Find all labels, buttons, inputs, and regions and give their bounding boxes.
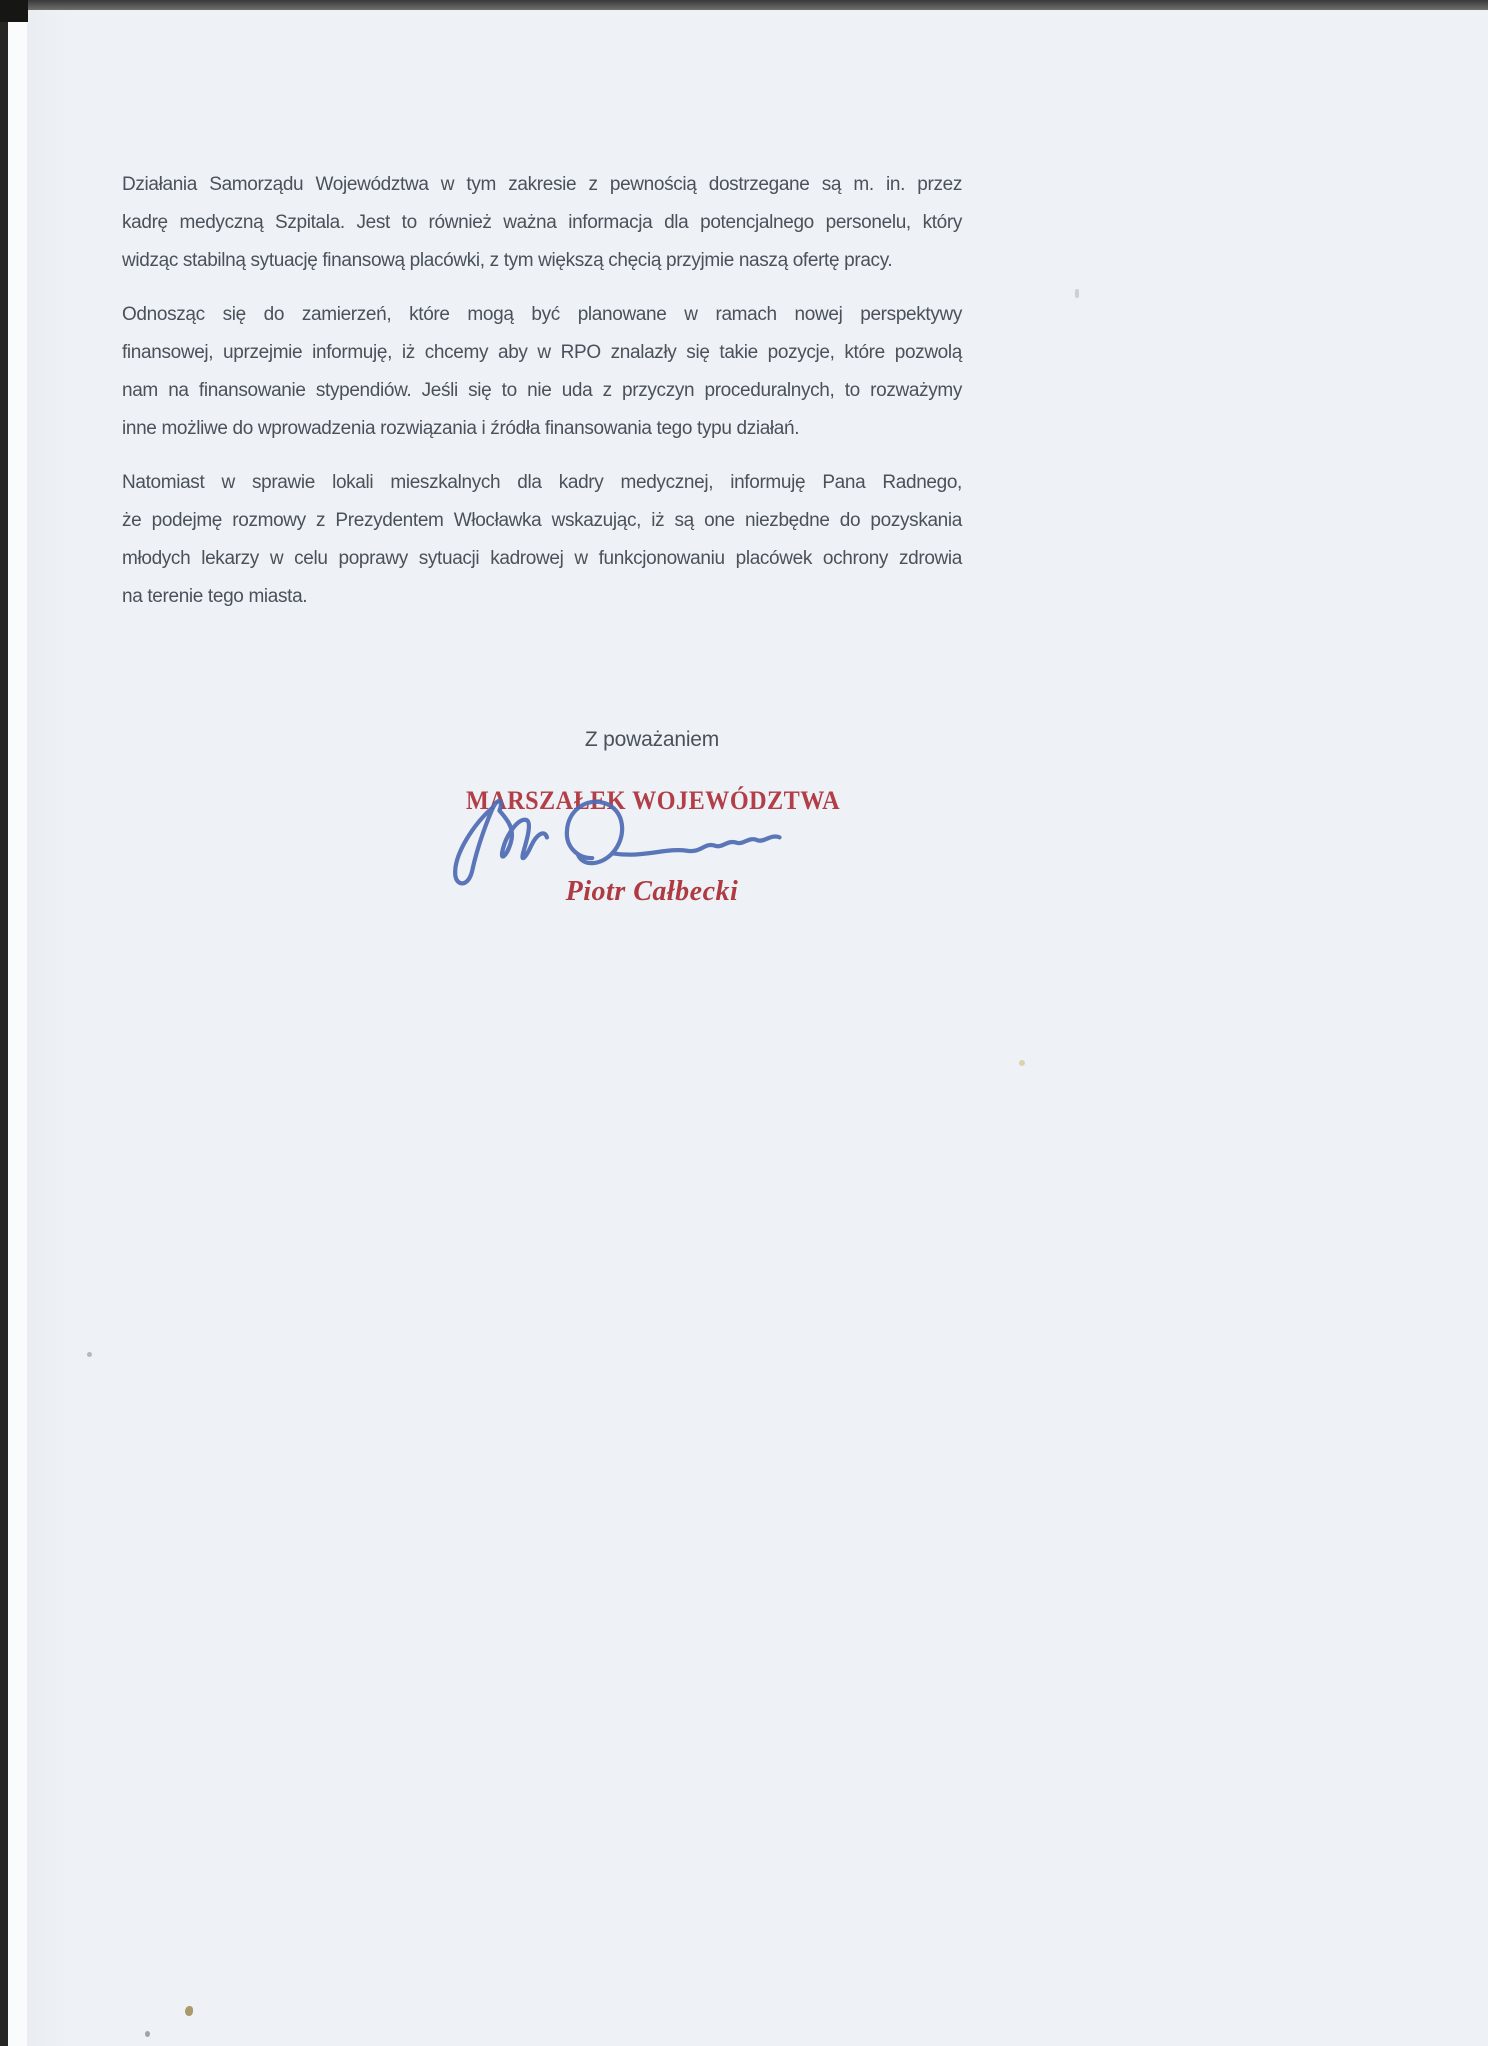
- paragraph: [122, 464, 962, 616]
- scan-edge-left: [0, 0, 8, 2046]
- body-line: Natomiast w sprawie lokali mieszkalnych dla kadry medycznej, informuję Pana Radnego,: [122, 472, 962, 493]
- paragraph: [122, 166, 962, 280]
- scan-speck: [185, 2006, 193, 2016]
- body-line: nam na finansowanie stypendiów. Jeśli się to nie uda z przyczyn proceduralnych, to rozważymy: [122, 380, 962, 401]
- signature-block: [452, 786, 852, 908]
- official-stamp-text: MARSZAŁEK WOJEWÓDZTWA: [466, 786, 841, 815]
- signer-name: Piotr Całbecki: [565, 876, 739, 907]
- paragraph: [122, 296, 962, 448]
- scan-gutter-left: [8, 0, 27, 2046]
- body-line: na terenie tego miasta.: [122, 586, 308, 607]
- body-line: Działania Samorządu Województwa w tym zakresie z pewnością dostrzegane są m. in. przez: [122, 174, 962, 195]
- body-line: młodych lekarzy w celu poprawy sytuacji kadrowej w funkcjonowaniu placówek ochrony zdrowia: [122, 548, 962, 569]
- body-line: kadrę medyczną Szpitala. Jest to również ważna informacja dla potencjalnego personelu, który: [122, 212, 962, 233]
- scan-speck: [145, 2031, 150, 2037]
- body-line: Odnosząc się do zamierzeń, które mogą być planowane w ramach nowej perspektywy: [122, 304, 962, 325]
- handwritten-signature: [438, 785, 825, 894]
- letter-body: [122, 166, 962, 632]
- body-line: inne możliwe do wprowadzenia rozwiązania i źródła finansowania tego typu działań.: [122, 418, 800, 439]
- body-line: widząc stabilną sytuację finansową placówki, z tym większą chęcią przyjmie naszą ofertę pracy.: [122, 250, 893, 271]
- scan-corner-top-left: [0, 0, 28, 22]
- body-line: finansowej, uprzejmie informuję, iż chcemy aby w RPO znalazły się takie pozycje, które pozwolą: [122, 342, 962, 363]
- body-line: że podejmę rozmowy z Prezydentem Włocławka wskazując, iż są one niezbędne do pozyskania: [122, 510, 962, 531]
- closing-salutation: Z poważaniem: [584, 728, 720, 751]
- scan-speck: [87, 1352, 92, 1357]
- scan-speck: [1019, 1060, 1025, 1066]
- scan-speck: [1075, 289, 1079, 298]
- scan-edge-top: [0, 0, 1488, 10]
